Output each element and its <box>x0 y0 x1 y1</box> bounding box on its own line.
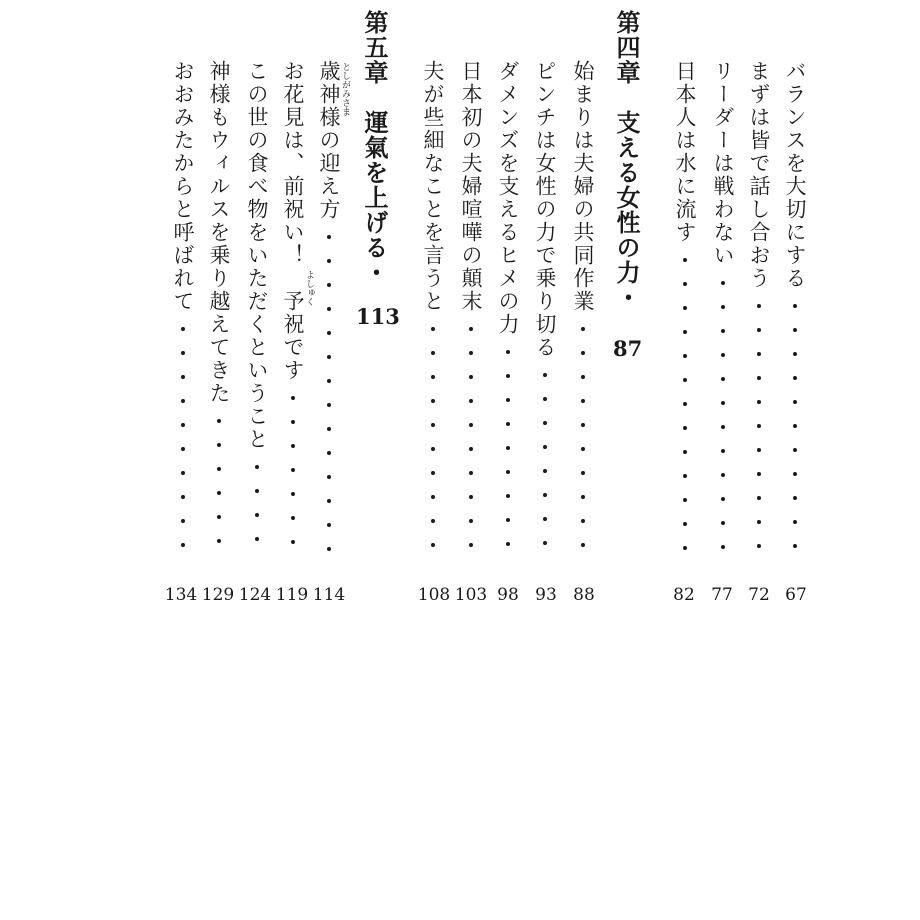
leader-dot <box>469 447 473 451</box>
leader-dot <box>757 400 761 404</box>
leader-dot <box>581 375 585 379</box>
ruby-annotation: としがみさま <box>340 62 350 116</box>
leader-dot <box>291 468 295 472</box>
leader-dot <box>469 519 473 523</box>
leader-dot <box>683 474 687 478</box>
toc-page-number: 114 <box>312 585 346 605</box>
leader-dot <box>683 354 687 358</box>
toc-entry-title[interactable]: おおみたからと呼ばれて <box>171 60 195 313</box>
leader-dot <box>431 375 435 379</box>
leader-dot <box>757 352 761 356</box>
leader-dot <box>543 397 547 401</box>
leader-dot <box>757 328 761 332</box>
leader-dot <box>291 420 295 424</box>
leader-dot <box>255 537 259 541</box>
leader-dot <box>757 448 761 452</box>
leader-dot <box>327 523 331 527</box>
leader-dot <box>721 377 725 381</box>
leader-dot <box>217 491 221 495</box>
leader-dot <box>581 519 585 523</box>
leader-dot <box>793 448 797 452</box>
toc-entry-title[interactable]: お花見は、前祝い！ 予祝です <box>281 60 305 382</box>
leader-dot <box>721 521 725 525</box>
leader-dot <box>431 423 435 427</box>
toc-entry-title[interactable]: 日本人は水に流す <box>673 60 697 244</box>
leader-dot <box>506 374 510 378</box>
leader-dot <box>721 449 725 453</box>
leader-dot <box>327 427 331 431</box>
toc-entry-title[interactable]: リーダーは戦わない <box>711 60 735 267</box>
leader-dot <box>506 422 510 426</box>
leader-dot <box>543 517 547 521</box>
leader-dot <box>543 469 547 473</box>
toc-page-number: 77 <box>711 585 733 605</box>
leader-dot <box>506 350 510 354</box>
leader-dot <box>431 351 435 355</box>
leader-dot <box>469 423 473 427</box>
toc-page-number: 88 <box>573 585 595 605</box>
leader-dot <box>793 424 797 428</box>
leader-dots <box>430 327 436 567</box>
leader-dot <box>431 447 435 451</box>
toc-page-number: 129 <box>201 585 235 605</box>
leader-dots <box>542 373 548 565</box>
toc-page-number: 93 <box>535 585 557 605</box>
leader-dot <box>327 403 331 407</box>
leader-dot <box>581 423 585 427</box>
leader-dot <box>721 545 725 549</box>
leader-dot <box>721 353 725 357</box>
toc-page-number: 134 <box>164 585 198 605</box>
toc-page-number: 103 <box>454 585 488 605</box>
toc-page-number: 98 <box>497 585 519 605</box>
leader-dot <box>793 544 797 548</box>
leader-dots <box>720 281 726 569</box>
leader-dot <box>217 467 221 471</box>
leader-dot <box>721 305 725 309</box>
toc-page-number: 124 <box>238 585 272 605</box>
leader-dot <box>181 543 185 547</box>
leader-dot <box>721 425 725 429</box>
leader-dot <box>757 496 761 500</box>
chapter-heading <box>360 10 389 285</box>
leader-dot <box>581 543 585 547</box>
leader-dot <box>793 352 797 356</box>
leader-dot <box>683 426 687 430</box>
leader-dots <box>468 327 474 567</box>
leader-dot <box>291 540 295 544</box>
toc-page-number: 72 <box>748 585 770 605</box>
leader-dot <box>793 328 797 332</box>
leader-dot <box>431 471 435 475</box>
leader-dot <box>181 423 185 427</box>
leader-dot <box>581 447 585 451</box>
toc-entry-title[interactable]: この世の食べ物をいただくということ <box>245 60 269 451</box>
leader-dot <box>683 282 687 286</box>
leader-dot <box>327 283 331 287</box>
leader-dot <box>506 542 510 546</box>
leader-dot <box>683 402 687 406</box>
leader-dot <box>543 445 547 449</box>
leader-dots <box>290 396 296 564</box>
leader-dot <box>431 399 435 403</box>
leader-dot <box>683 378 687 382</box>
toc-entry-title[interactable]: ダメンズを支えるヒメの力 <box>496 60 520 336</box>
leader-dot <box>217 419 221 423</box>
leader-dot <box>327 355 331 359</box>
leader-dot <box>721 281 725 285</box>
leader-dot <box>327 331 331 335</box>
leader-dot <box>291 492 295 496</box>
chapter-title: 第五章 運氣を上げる・ <box>360 10 389 285</box>
ruby-annotation: よしゅく <box>304 270 314 306</box>
leader-dot <box>217 443 221 447</box>
toc-page-number: 119 <box>275 585 309 605</box>
leader-dot <box>327 451 331 455</box>
leader-dot <box>506 446 510 450</box>
toc-entry-title[interactable]: バランスを大切にする <box>783 60 807 290</box>
leader-dot <box>721 497 725 501</box>
leader-dot <box>291 396 295 400</box>
chapter-page-number: 87 <box>613 336 643 361</box>
leader-dots <box>180 327 186 567</box>
leader-dot <box>469 351 473 355</box>
leader-dot <box>581 399 585 403</box>
leader-dot <box>327 307 331 311</box>
leader-dot <box>255 489 259 493</box>
leader-dot <box>683 498 687 502</box>
leader-dot <box>543 493 547 497</box>
leader-dot <box>793 304 797 308</box>
leader-dot <box>469 543 473 547</box>
leader-dot <box>757 472 761 476</box>
toc-entry-title[interactable]: 日本初の夫婦喧嘩の顛末 <box>459 60 483 313</box>
leader-dot <box>793 520 797 524</box>
leader-dot <box>181 375 185 379</box>
leader-dot <box>327 235 331 239</box>
leader-dot <box>793 400 797 404</box>
leader-dot <box>581 495 585 499</box>
leader-dot <box>181 327 185 331</box>
leader-dot <box>217 539 221 543</box>
leader-dot <box>506 494 510 498</box>
leader-dot <box>217 515 221 519</box>
leader-dot <box>431 495 435 499</box>
leader-dot <box>506 398 510 402</box>
leader-dot <box>757 544 761 548</box>
leader-dot <box>327 259 331 263</box>
toc-page-number: 82 <box>673 585 695 605</box>
leader-dot <box>181 351 185 355</box>
leader-dot <box>757 520 761 524</box>
toc-entry-title[interactable]: 神様もウィルスを乗り越えてきた <box>207 60 231 405</box>
leader-dot <box>431 543 435 547</box>
leader-dot <box>181 471 185 475</box>
chapter-heading <box>612 10 641 310</box>
leader-dot <box>255 513 259 517</box>
leader-dot <box>469 471 473 475</box>
leader-dots <box>254 465 260 561</box>
leader-dot <box>181 399 185 403</box>
leader-dot <box>181 519 185 523</box>
leader-dot <box>581 471 585 475</box>
leader-dot <box>506 470 510 474</box>
leader-dot <box>469 495 473 499</box>
toc-entry-title[interactable]: 夫が些細なことを言うと <box>421 60 445 313</box>
leader-dots <box>580 327 586 567</box>
leader-dot <box>327 379 331 383</box>
leader-dot <box>683 258 687 262</box>
leader-dot <box>431 327 435 331</box>
leader-dot <box>721 473 725 477</box>
leader-dot <box>181 447 185 451</box>
leader-dot <box>469 327 473 331</box>
leader-dot <box>255 465 259 469</box>
leader-dot <box>683 330 687 334</box>
leader-dot <box>543 421 547 425</box>
leader-dot <box>506 518 510 522</box>
leader-dot <box>543 373 547 377</box>
leader-dot <box>327 475 331 479</box>
toc-entry-title[interactable]: 始まりは夫婦の共同作業 <box>571 60 595 313</box>
leader-dots <box>756 304 762 568</box>
leader-dot <box>721 401 725 405</box>
leader-dots <box>505 350 511 566</box>
toc-entry-title[interactable]: 歳神様の迎え方 <box>317 60 341 221</box>
leader-dot <box>543 541 547 545</box>
leader-dot <box>469 399 473 403</box>
leader-dot <box>683 522 687 526</box>
leader-dot <box>291 444 295 448</box>
leader-dot <box>683 450 687 454</box>
toc-page-number: 67 <box>785 585 807 605</box>
leader-dot <box>683 306 687 310</box>
leader-dot <box>757 304 761 308</box>
toc-entry-title[interactable]: ピンチは女性の力で乗り切る <box>533 60 557 359</box>
leader-dot <box>581 351 585 355</box>
leader-dot <box>793 496 797 500</box>
leader-dot <box>793 472 797 476</box>
toc-page-number: 108 <box>417 585 451 605</box>
leader-dot <box>181 495 185 499</box>
leader-dots <box>216 419 222 563</box>
leader-dot <box>721 329 725 333</box>
leader-dot <box>757 424 761 428</box>
leader-dot <box>581 327 585 331</box>
leader-dot <box>431 519 435 523</box>
leader-dot <box>327 499 331 503</box>
chapter-title: 第四章 支える女性の力・ <box>612 10 641 310</box>
leader-dot <box>327 547 331 551</box>
leader-dots <box>326 235 332 571</box>
leader-dot <box>683 546 687 550</box>
toc-entry-title[interactable]: まずは皆で話し合おう <box>747 60 771 290</box>
leader-dot <box>291 516 295 520</box>
leader-dots <box>792 304 798 568</box>
leader-dot <box>757 376 761 380</box>
leader-dots <box>682 258 688 570</box>
leader-dot <box>469 375 473 379</box>
leader-dot <box>793 376 797 380</box>
chapter-page-number: 113 <box>356 304 400 329</box>
